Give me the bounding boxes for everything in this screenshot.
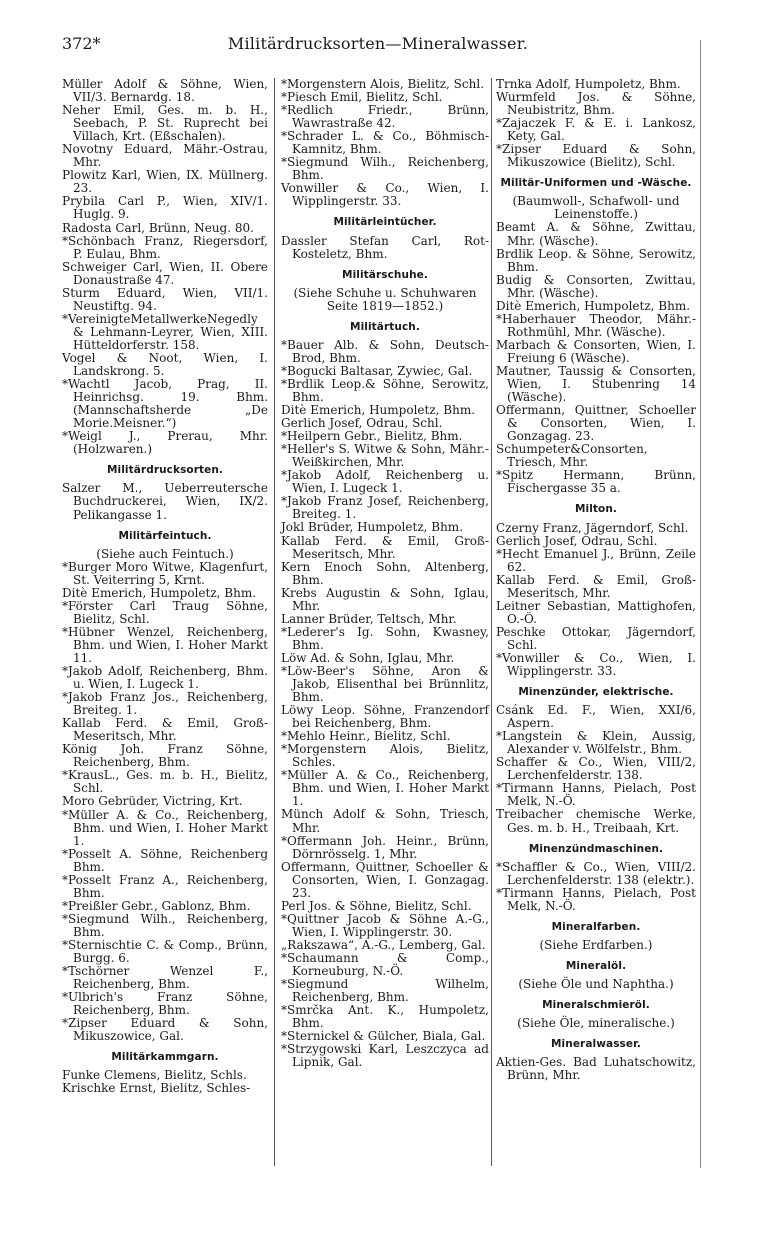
directory-entry: Ditè Emerich, Humpoletz, Bhm. — [496, 298, 691, 313]
directory-entry: *Redlich Friedr., Brünn, Wawrastraße 42. — [281, 103, 489, 131]
directory-entry: *Siegmund Wilh., Reichenberg, Bhm. — [62, 911, 268, 939]
directory-entry: Budig & Consorten, Zwittau, Mhr. (Wäsche). — [496, 272, 696, 300]
running-title: Militärdrucksorten—Mineralwasser. — [227, 34, 529, 53]
directory-entry: Krischke Ernst, Bielitz, Schles- — [62, 1081, 251, 1096]
directory-entry: *Müller A. & Co., Reichenberg, Bhm. und Wien, I. Hoher Markt 1. — [62, 807, 268, 848]
directory-entry: *Strzygowski Karl, Leszczyca ad Lipnik, Gal. — [281, 1042, 489, 1070]
section-heading: Militärfeintuch. — [118, 529, 212, 542]
directory-entry: *Jakob Franz Jos., Reichenberg, Breiteg. 1. — [62, 690, 268, 718]
directory-entry: *Hecht Emanuel J., Brünn, Zeile 62. — [496, 546, 696, 574]
directory-entry: Brdlik Leop. & Söhne, Serowitz, Bhm. — [496, 246, 696, 274]
directory-entry: Trnka Adolf, Humpoletz, Bhm. — [496, 77, 681, 91]
directory-entry: *Morgenstern Alois, Bielitz, Schles. — [281, 742, 489, 770]
directory-entry: *Förster Carl Traug Söhne, Bielitz, Schl. — [62, 598, 268, 626]
cross-reference-note: (Siehe Erdfarben.) — [539, 937, 653, 952]
directory-entry: Radosta Carl, Brünn, Neug. 80. — [62, 220, 254, 235]
directory-entry: Marbach & Consorten, Wien, I. Freiung 6 (Wäsche). — [496, 337, 696, 365]
directory-entry: Kern Enoch Sohn, Altenberg, Bhm. — [281, 559, 489, 587]
directory-entry: Funke Clemens, Bielitz, Schls. — [62, 1068, 247, 1083]
directory-entry: *Schrader L. & Co., Böhmisch-Kamnitz, Bhm. — [281, 129, 489, 157]
directory-entry: *Sternickel & Gülcher, Biala, Gal. — [281, 1029, 486, 1044]
directory-entry: Löw Ad. & Sohn, Iglau, Mhr. — [281, 650, 455, 665]
section-heading: Militärleintücher. — [333, 216, 437, 229]
cross-reference-note: (Siehe auch Feintuch.) — [96, 546, 234, 561]
page-number: 372* — [62, 34, 101, 53]
directory-entry: Kallab Ferd. & Emil, Groß-Meseritsch, Mhr. — [281, 533, 489, 561]
directory-entry: *Heller's S. Witwe & Sohn, Mähr.-Weißkirchen, Mhr. — [281, 442, 489, 470]
directory-entry: Lanner Brüder, Teltsch, Mhr. — [281, 611, 457, 626]
directory-entry: Prybila Carl P., Wien, XIV/1. Huglg. 9. — [62, 194, 268, 222]
column-divider — [274, 78, 275, 1166]
directory-entry: Aktien-Ges. Bad Luhatschowitz, Brünn, Mhr. — [496, 1055, 696, 1083]
directory-entry: *Haberhauer Theodor, Mähr.-Rothmühl, Mhr. (Wäsche). — [496, 311, 696, 339]
directory-entry: *Lederer's Ig. Sohn, Kwasney, Bhm. — [281, 624, 489, 652]
directory-entry: Offermann, Quittner, Schoeller & Consorten, Wien, I. Gonzagag. 23. — [281, 859, 489, 900]
directory-entry: *Tirmann Hanns, Pielach, Post Melk, N.-Ö. — [496, 885, 696, 913]
directory-entry: Csánk Ed. F., Wien, XXI/6, Aspern. — [496, 703, 696, 731]
section-heading: Milton. — [574, 503, 618, 516]
directory-entry: Neher Emil, Ges. m. b. H., Seebach, P. St. Ruprecht bei Villach, Krt. (Eßschalen). — [62, 103, 268, 144]
directory-entry: Leitner Sebastian, Mattighofen, O.-Ö. — [496, 598, 696, 626]
directory-entry: Kallab Ferd. & Emil, Groß-Meseritsch, Mhr. — [496, 572, 696, 600]
directory-entry: *Offermann Joh. Heinr., Brünn, Dörnrösselg. 1, Mhr. — [281, 833, 489, 861]
directory-entry: Beamt A. & Söhne, Zwittau, Mhr. (Wäsche). — [496, 220, 696, 248]
directory-entry: Perl Jos. & Söhne, Bielitz, Schl. — [281, 898, 472, 913]
section-heading: Militärkammgarn. — [111, 1051, 219, 1064]
directory-entry: Krebs Augustin & Sohn, Iglau, Mhr. — [281, 585, 489, 613]
column-divider — [491, 78, 492, 1166]
directory-entry: Vonwiller & Co., Wien, I. Wipplingerstr. 33. — [281, 181, 489, 209]
directory-entry: *Siegmund Wilh., Reichenberg, Bhm. — [281, 155, 489, 183]
directory-entry: Schaffer & Co., Wien, VIII/2, Lerchenfelderstr. 138. — [496, 755, 696, 783]
directory-entry: Novotny Eduard, Mähr.-Ostrau, Mhr. — [62, 142, 268, 170]
directory-entry: Ditè Emerich, Humpoletz, Bhm. — [62, 585, 257, 600]
directory-entry: Plowitz Karl, Wien, IX. Müllnerg. 23. — [62, 168, 268, 196]
directory-entry: Mautner, Taussig & Consorten, Wien, I. Stubenring 14 (Wäsche). — [496, 363, 696, 405]
directory-entry: Treibacher chemische Werke, Ges. m. b. H., Treibaah, Krt. — [496, 807, 696, 835]
directory-entry: *Siegmund Wilhelm, Reichenberg, Bhm. — [281, 977, 489, 1005]
directory-entry: *Bauer Alb. & Sohn, Deutsch-Brod, Bhm. — [281, 337, 489, 365]
page-edge-rule — [700, 40, 701, 1168]
directory-entry: Löwy Leop. Söhne, Franzendorf bei Reichenberg, Bhm. — [281, 703, 489, 731]
directory-entry: Gerlich Josef, Odrau, Schl. — [281, 416, 443, 431]
directory-entry: *Langstein & Klein, Aussig, Alexander v. Wölfelstr., Bhm. — [496, 729, 696, 757]
directory-entry: *Piesch Emil, Bielitz, Schl. — [281, 90, 443, 105]
cross-reference-note: (Baumwoll-, Schafwoll- und Leinenstoffe.) — [512, 194, 680, 222]
directory-entry: *Löw-Beer's Söhne, Aron & Jakob, Elisenthal bei Brünnlitz, Bhm. — [281, 663, 489, 705]
directory-entry: *Bogucki Baltasar, Zywiec, Gal. — [281, 363, 473, 378]
directory-entry: *Hübner Wenzel, Reichenberg, Bhm. und Wien, I. Hoher Markt 11. — [62, 624, 268, 665]
directory-entry: *Vonwiller & Co., Wien, I. Wipplingerstr. 33. — [496, 650, 696, 679]
directory-entry: *Schaffler & Co., Wien, VIII/2. Lerchenfelderstr. 138 (elektr.). — [496, 859, 696, 887]
section-heading: Militärdrucksorten. — [106, 464, 224, 477]
section-heading: Militärschuhe. — [342, 268, 428, 281]
directory-entry: Dassler Stefan Carl, Rot-Kosteletz, Bhm. — [281, 233, 489, 261]
directory-entry: Schumpeter&Consorten, Triesch, Mhr. — [496, 442, 648, 470]
column-2 — [281, 78, 489, 1069]
directory-entry: *Spitz Hermann, Brünn, Fischergasse 35 a. — [496, 468, 696, 496]
directory-entry: *Müller A. & Co., Reichenberg, Bhm. und Wien, I. Hoher Markt 1. — [281, 768, 489, 809]
directory-entry: *Preißler Gebr., Gablonz, Bhm. — [62, 898, 251, 913]
directory-entry: *Morgenstern Alois, Bielitz, Schl. — [281, 77, 485, 91]
directory-entry: *Weigl J., Prerau, Mhr. (Holzwaren.) — [62, 429, 268, 457]
directory-entry: *KrausL., Ges. m. b. H., Bielitz, Schl. — [62, 768, 268, 796]
directory-entry: *Jakob Adolf, Reichenberg, Bhm. u. Wien, I. Lugeck 1. — [62, 664, 268, 692]
section-heading: Mineralöl. — [565, 959, 627, 972]
section-heading: Minenzünder, elektrische. — [518, 686, 674, 699]
directory-entry: „Rakszawa“, A.-G., Lemberg, Gal. — [281, 937, 486, 952]
column-1 — [62, 78, 268, 1096]
directory-entry: *Tschörner Wenzel F., Reichenberg, Bhm. — [62, 964, 268, 992]
cross-reference-note: (Siehe Schuhe u. Schuhwaren Seite 1819—1852.) — [293, 285, 477, 313]
directory-entry: *Schaumann & Comp., Korneuburg, N.-Ö. — [281, 951, 489, 979]
directory-entry: Müller Adolf & Söhne, Wien, VII/3. Bernardg. 18. — [62, 77, 268, 105]
directory-entry: Moro Gebrüder, Victring, Krt. — [62, 794, 243, 809]
directory-entry: Gerlich Josef, Odrau, Schl. — [496, 533, 658, 548]
directory-entry: *Zipser Eduard & Sohn, Mikuszowice, Gal. — [62, 1016, 268, 1044]
directory-entry: *Posselt Franz A., Reichenberg, Bhm. — [62, 872, 268, 900]
section-heading: Militärtuch. — [350, 320, 420, 333]
directory-entry: *VereinigteMetallwerkeNegedly & Lehmann-Leyrer, Wien, XIII. Hütteldorferstr. 158. — [62, 311, 268, 352]
directory-entry: Sturm Eduard, Wien, VII/1. Neustiftg. 94. — [62, 285, 268, 313]
directory-entry: Kallab Ferd. & Emil, Groß-Meseritsch, Mhr. — [62, 716, 268, 744]
directory-entry: Peschke Ottokar, Jägerndorf, Schl. — [496, 624, 696, 652]
directory-entry: *Heilpern Gebr., Bielitz, Bhm. — [281, 429, 463, 444]
cross-reference-note: (Siehe Öle und Naphtha.) — [518, 976, 674, 991]
directory-entry: Münch Adolf & Sohn, Triesch, Mhr. — [281, 807, 489, 835]
directory-entry: Schweiger Carl, Wien, II. Obere Donaustraße 47. — [62, 259, 268, 287]
section-heading: Mineralwasser. — [551, 1038, 641, 1051]
directory-entry: *Zipser Eduard & Sohn, Mikuszowice (Bielitz), Schl. — [496, 142, 696, 170]
directory-entry: *Schönbach Franz, Riegersdorf, P. Eulau, Bhm. — [62, 233, 268, 261]
directory-entry: *Brdlik Leop.& Söhne, Serowitz, Bhm. — [281, 376, 489, 404]
directory-entry: Offermann, Quittner, Schoeller & Consorten, Wien, I. Gonzagag. 23. — [496, 403, 696, 444]
directory-entry: *Wachtl Jacob, Prag, II. Heinrichsg. 19. Bhm. (Mannschaftsherde „De Morie.Meisner.“) — [62, 377, 268, 431]
directory-entry: Vogel & Noot, Wien, I. Landskrong. 5. — [62, 350, 268, 379]
cross-reference-note: (Siehe Öle, mineralische.) — [517, 1016, 675, 1031]
directory-entry: *Quittner Jacob & Söhne A.-G., Wien, I. Wipplingerstr. 30. — [281, 911, 489, 939]
directory-entry: *Zajaczek F. & E. i. Lankosz, Kety, Gal. — [496, 116, 696, 144]
directory-entry: *Ulbrich's Franz Söhne, Reichenberg, Bhm. — [62, 990, 268, 1018]
directory-entry: *Burger Moro Witwe, Klagenfurt, St. Veiterring 5, Krnt. — [62, 559, 268, 587]
directory-entry: Ditè Emerich, Humpoletz, Bhm. — [281, 403, 476, 418]
directory-entry: Wurmfeld Jos. & Söhne, Neubistritz, Bhm. — [496, 90, 696, 118]
directory-entry: Jokl Brüder, Humpoletz, Bhm. — [281, 520, 464, 535]
directory-entry: *Smrčka Ant. K., Humpoletz, Bhm. — [281, 1003, 489, 1031]
section-heading: Mineralfarben. — [551, 920, 641, 933]
section-heading: Mineralschmieröl. — [542, 999, 650, 1011]
section-heading: Militär-Uniformen und -Wäsche. — [500, 177, 692, 190]
directory-entry: König Joh. Franz Söhne, Reichenberg, Bhm. — [62, 742, 268, 770]
section-heading: Minenzündmaschinen. — [528, 842, 664, 855]
directory-entry: *Mehlo Heinr., Bielitz, Schl. — [281, 729, 451, 744]
directory-entry: *Jakob Franz Josef, Reichenberg, Breiteg. 1. — [281, 494, 489, 522]
directory-entry: Salzer M., Ueberreutersche Buchdruckerei, Wien, IX/2. Pelikangasse 1. — [62, 481, 268, 522]
directory-entry: *Sternischtie C. & Comp., Brünn, Burgg. 6. — [62, 938, 268, 966]
directory-entry: *Jakob Adolf, Reichenberg u. Wien, I. Lugeck 1. — [281, 468, 489, 496]
directory-entry: *Tirmann Hanns, Pielach, Post Melk, N.-Ö. — [496, 781, 696, 809]
directory-entry: Czerny Franz, Jägerndorf, Schl. — [496, 520, 689, 535]
page-header — [62, 34, 694, 64]
directory-entry: *Posselt A. Söhne, Reichenberg Bhm. — [62, 846, 268, 874]
column-3 — [496, 78, 696, 1082]
